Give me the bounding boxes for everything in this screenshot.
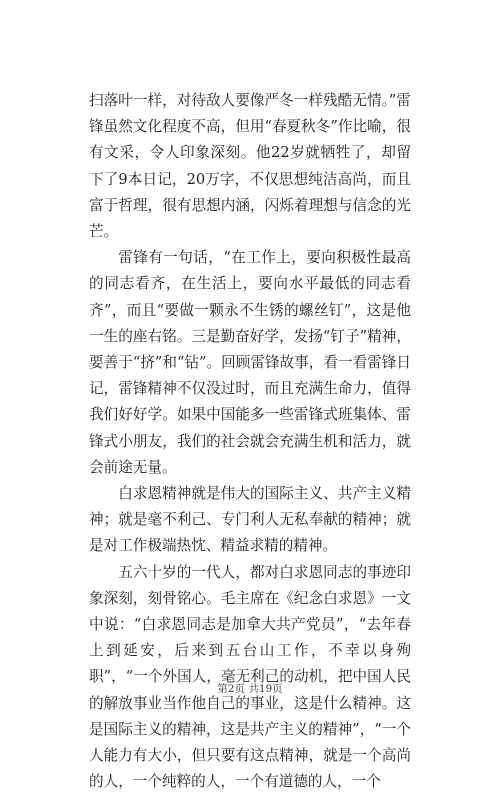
paragraph-1: 扫落叶一样，对待敌人要像严冬一样残酷无情。”雷锋虽然文化程度不高，但用“春夏秋冬”作比喻，很有文采，令人印象深刻。他22岁就牺牲了，却留下了9本日记，20万字，不仅思想纯洁高尚，而且富于哲理，很有思想内涵，闪烁着理想与信念的光芒。 [89, 92, 411, 241]
paragraph-3: 白求恩精神就是伟大的国际主义、共产主义精神；就是毫不利己、专门利人无私奉献的精神；就是对工作极端热忱、精益求精的精神。 [89, 485, 411, 555]
paragraph-2: 雷锋有一句话，“在工作上，要向积极性最高的同志看齐，在生活上，要向水平最低的同志看齐”，而且“要做一颗永不生锈的螺丝钉”，这是他一生的座右铭。三是勤奋好学，发扬“钉子”精神，要善于“挤”和“钻”。回顾雷锋故事，看一看雷锋日记，雷锋精神不仅没过时，而且充满生命力，值得我们好好学。如果中国能多一些雷锋式班集体、雷锋式小朋友，我们的社会就会充满生机和活力，就会前途无量。 [89, 249, 411, 476]
page-number-footer: 第2页 共19页 [217, 683, 283, 695]
paragraph-4: 五六十岁的一代人，都对白求恩同志的事迹印象深刻，刻骨铭心。毛主席在《纪念白求恩》一文中说：“白求恩同志是加拿大共产党员”，“去年春上到延安，后来到五台山工作，不幸以身殉职”，“一个外国人，毫无利己的动机，把中国人民的解放事业当作他自己的事业，这是什么精神。这是国际主义的精神，这是共产主义的精神”，“一个人能力有大小，但只要有这点精神，就是一个高尚的人，一个纯粹的人，一个有道德的人，一个 [89, 563, 411, 791]
